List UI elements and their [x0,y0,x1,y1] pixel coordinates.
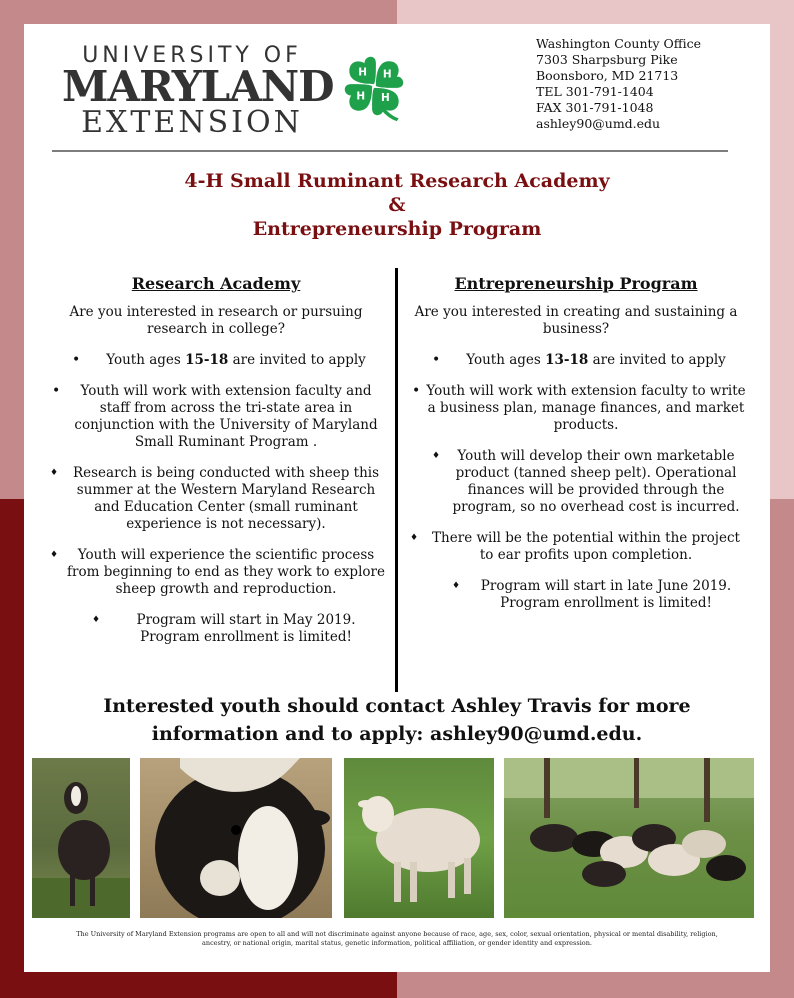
diamond-bullet-icon: ♦ [92,615,101,625]
header-divider [52,150,728,152]
clover-letter: H [356,90,366,103]
list-item: ♦ There will be the potential within the project to ear profits upon completion. [410,530,740,563]
sheep-photo-1 [32,758,130,918]
list-item: • Youth will work with extension faculty and staff from across the tri-state area in conjunction with the University of Maryland Small Ruminant Program . [52,383,378,450]
diamond-bullet-icon: ♦ [50,550,59,560]
research-bullets [46,352,386,646]
research-intro: Are you interested in research or pursuing research in college? [69,304,363,337]
umd-extension-logo [62,43,334,140]
cta-line-2: information and to apply: ashley90@umd.edu. [151,723,643,745]
bullet-icon: • [52,383,61,399]
sheep-face-closeup-image [140,758,332,918]
list-item: ♦ Youth will experience the scientific process from beginning to end as they work to explore sheep growth and reproduction. [50,547,385,597]
title-line-2: Entrepreneurship Program [252,218,542,240]
bullet-icon: • [412,383,421,399]
diamond-bullet-icon: ♦ [452,581,461,591]
entrepreneurship-intro: Are you interested in creating and sustaining a business? [414,304,738,337]
nondiscrimination-statement: The University of Maryland Extension programs are open to all and will not discriminate against anyone because of race, age, sex, color, sexual orientation, physical or mental disability, religion, ancestry, or national origin, marital status, genetic information, political affiliation, or gender identity and expression. [76,930,718,947]
research-academy-heading: Research Academy [131,274,301,293]
contact-email[interactable]: ashley90@umd.edu [536,116,661,131]
research-academy-column [46,274,386,646]
contact-street: 7303 Sharpsburg Pike [536,52,678,67]
list-item: • Youth will work with extension faculty to write a business plan, manage finances, and market products. [412,383,746,433]
title-line-1: 4-H Small Ruminant Research Academy [184,170,610,192]
diamond-bullet-icon: ♦ [432,451,441,461]
logo-line-extension: EXTENSION [81,105,303,140]
contact-office: Washington County Office [536,36,702,51]
contact-city: Boonsboro, MD 21713 [536,68,679,83]
bullet-icon: • [432,352,441,368]
white-sheep-image [344,758,494,918]
flyer-page [24,24,770,972]
four-h-clover-icon [336,48,412,124]
entrepreneurship-heading: Entrepreneurship Program [454,274,698,293]
clover-letter: H [358,66,367,79]
sheep-photo-2 [140,758,332,918]
list-item: ♦ Program will start in late June 2019. Program enrollment is limited! [452,578,732,611]
contact-tel: TEL 301-791-1404 [536,84,654,99]
title-ampersand: & [388,194,406,216]
entrepreneurship-bullets [406,352,746,612]
contact-fax: FAX 301-791-1048 [536,100,654,115]
list-item: • Youth ages 15-18 are invited to apply [72,352,366,368]
list-item: • Youth ages 13-18 are invited to apply [432,352,726,368]
logo-line-university: UNIVERSITY OF [82,43,302,68]
sheep-standing-image [32,758,130,918]
list-item: ♦ Youth will develop their own marketable product (tanned sheep pelt). Operational finances will be provided through the program, so no overhead cost is incurred. [432,448,740,515]
logo-line-maryland: MARYLAND [62,62,334,111]
contact-call-to-action [24,692,770,748]
contact-block [536,36,756,132]
sheep-flock-grazing-image [504,758,754,918]
clover-letter: H [382,68,392,81]
column-divider [395,268,398,692]
entrepreneurship-column [406,274,746,612]
diamond-bullet-icon: ♦ [50,468,59,478]
sheep-photo-3 [344,758,494,918]
diamond-bullet-icon: ♦ [410,533,419,543]
bullet-icon: • [72,352,81,368]
list-item: ♦ Research is being conducted with sheep this summer at the Western Maryland Research and Education Center (small ruminant experience is not necessary). [50,465,380,532]
clover-letter: H [381,92,390,105]
sheep-photo-4 [504,758,754,918]
cta-line-1: Interested youth should contact Ashley Travis for more [103,695,691,717]
list-item: ♦ Program will start in May 2019. Program enrollment is limited! [92,612,356,645]
